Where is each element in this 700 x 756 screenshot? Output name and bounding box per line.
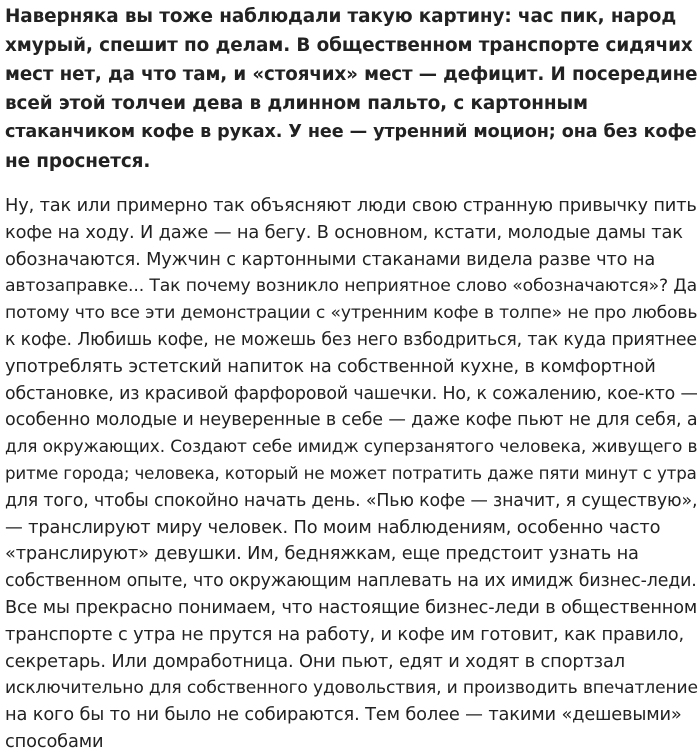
body-line: исключительно для собственного удовольствия, и производить впечатление xyxy=(5,678,698,699)
body-line: транспорте с утра не прутся на работу, и кофе им готовит, как правило, xyxy=(5,623,685,645)
lead-line: всей этой толчеи дева в длинном пальто, с картонным xyxy=(5,93,588,114)
body-line: собственном опыте, что окружающим наплевать на их имидж бизнес-леди. xyxy=(5,571,697,592)
body-line: обозначаются. Мужчин с картонными стаканами видела разве что на xyxy=(5,248,656,270)
lead-paragraph xyxy=(5,0,697,176)
body-line: — транслируют миру человек. По моим наблюдениям, особенно часто xyxy=(5,516,661,538)
article xyxy=(5,0,697,756)
lead-line: Наверняка вы тоже наблюдали такую картину: час пик, народ xyxy=(5,6,677,27)
lead-line: хмурый, спешит по делам. В общественном транспорте сидячих xyxy=(5,35,693,56)
lead-line: не проснется. xyxy=(5,151,151,172)
body-line: употреблять эстетский напиток на собственной кухне, в комфортной xyxy=(5,355,656,377)
lead-line: мест нет, да что там, и «стоячих» мест — дефицит. И посередине xyxy=(5,64,698,85)
body-line: потому что все эти демонстрации с «утренним кофе в толпе» не про любовь xyxy=(5,303,698,324)
body-line: способами xyxy=(5,730,104,752)
body-line: к кофе. Любишь кофе, не можешь без него взбодриться, так куда приятнее xyxy=(5,329,697,350)
body-line: секретарь. Или домработница. Они пьют, едят и ходят в спортзал xyxy=(5,650,625,672)
body-line: автозаправке... Так почему возникло неприятное слово «обозначаются»? Да xyxy=(5,276,698,297)
body-line: на кого бы то ни было не собираются. Тем более — такими «дешевыми» xyxy=(5,704,682,726)
body-line: для окружающих. Создают себе имидж суперзанятого человека, живущего в xyxy=(5,437,698,458)
body-line: кофе на ходу. И даже — на бегу. В основном, кстати, молодые дамы так xyxy=(5,221,683,243)
body-line: Все мы прекрасно понимаем, что настоящие бизнес-леди в общественном xyxy=(5,597,698,618)
body-line: особенно молодые и неуверенные в себе — даже кофе пьют не для себя, а xyxy=(5,410,698,431)
body-line: для того, чтобы спокойно начать день. «Пью кофе — значит, я существую», xyxy=(5,490,698,511)
body-paragraph xyxy=(5,193,697,756)
lead-line: стаканчиком кофе в руках. У нее — утренний моцион; она без кофе xyxy=(5,122,697,142)
body-line: Ну, так или примерно так объясняют люди свою странную привычку пить xyxy=(5,195,697,216)
body-line: «транслируют» девушки. Им, бедняжкам, еще предстоит узнать на xyxy=(5,543,639,565)
body-line: ритме города; человека, который не может потратить даже пяти минут с утра xyxy=(5,463,697,483)
body-line: обстановке, из красивой фарфоровой чашечки. Но, к сожалению, кое-кто — xyxy=(5,383,698,404)
